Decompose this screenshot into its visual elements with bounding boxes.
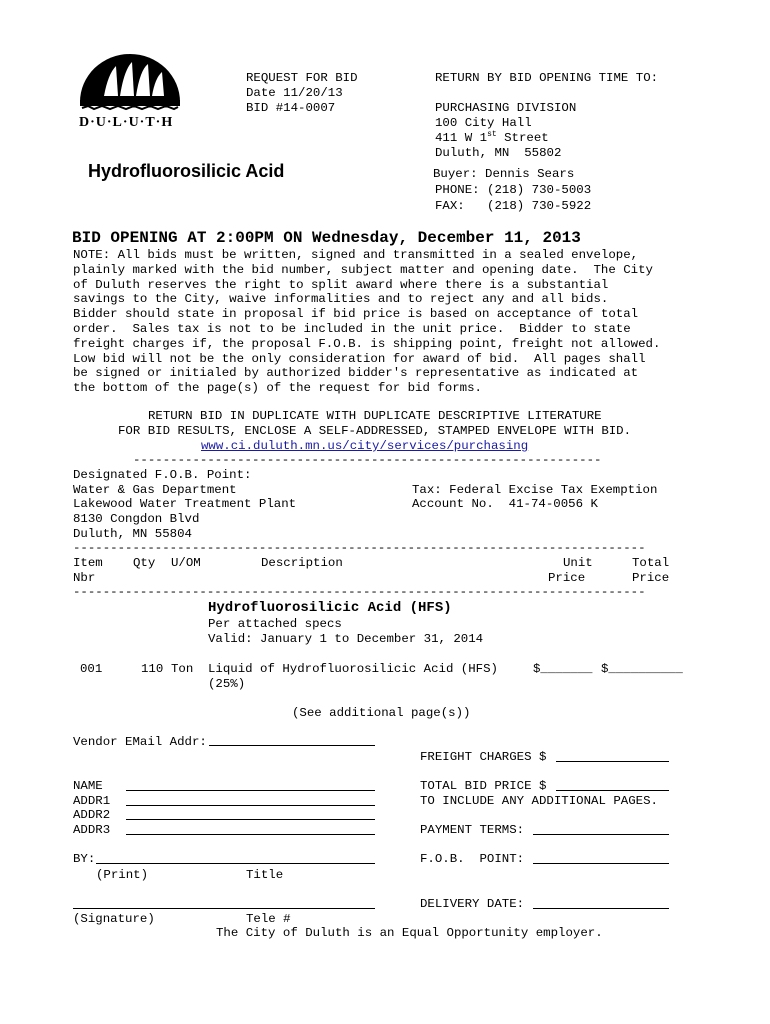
request-for-bid-label: REQUEST FOR BID [246, 71, 358, 85]
address-line-3: Duluth, MN 55802 [435, 146, 562, 160]
by-label: BY: [73, 852, 96, 866]
column-uom: U/OM [171, 556, 201, 570]
return-by-label: RETURN BY BID OPENING TIME TO: [435, 71, 659, 85]
note-line: of Duluth reserves the right to split award where there is a substantial [73, 277, 609, 292]
freight-charges-field[interactable] [556, 761, 669, 762]
address-line-1: 100 City Hall [435, 116, 532, 130]
addr2-field[interactable] [126, 819, 375, 820]
vendor-email-label: Vendor EMail Addr: [73, 735, 207, 749]
tax-account-number: Account No. 41-74-0056 K [412, 497, 598, 511]
separator-long: ----------------------------------------------------------------------------- [73, 541, 646, 555]
website-link-text[interactable]: www.ci.duluth.mn.us/city/services/purchasing [201, 439, 529, 453]
addr2-label: ADDR2 [73, 808, 111, 822]
separator-long: ----------------------------------------------------------------------------- [73, 585, 646, 599]
column-total: Total [632, 556, 670, 570]
purchasing-website-link[interactable] [201, 439, 528, 454]
equal-opportunity-footer: The City of Duluth is an Equal Opportunity employer. [216, 926, 603, 940]
buyer: Buyer: Dennis Sears [433, 167, 575, 181]
line-item-description: Liquid of Hydrofluorosilicic Acid (HFS) [208, 662, 498, 676]
product-heading: Hydrofluorosilicic Acid (HFS) [208, 600, 452, 616]
fob-label: Designated F.O.B. Point: [73, 468, 252, 482]
note-line: the bottom of the page(s) of the request for bid forms. [73, 381, 482, 396]
duluth-logo [78, 52, 182, 136]
note-line: Bidder should state in proposal if bid price is based on acceptance of total [73, 307, 639, 322]
title-caption: Title [246, 868, 284, 882]
column-description: Description [261, 556, 343, 570]
note-line: plainly marked with the bid number, subject matter and opening date. The City [73, 262, 653, 277]
return-instructions-2: FOR BID RESULTS, ENCLOSE A SELF-ADDRESSED, STAMPED ENVELOPE WITH BID. [118, 424, 632, 438]
address-street-number: 411 W 1 [435, 131, 488, 145]
addr3-field[interactable] [126, 834, 375, 835]
purchasing-division: PURCHASING DIVISION [435, 101, 577, 115]
include-pages-note: TO INCLUDE ANY ADDITIONAL PAGES. [420, 794, 658, 808]
fax: FAX: (218) 730-5922 [435, 199, 592, 213]
payment-terms-field[interactable] [533, 834, 669, 835]
note-line: freight charges if, the proposal F.O.B. is shipping point, freight not allowed. [73, 336, 661, 351]
column-nbr: Nbr [73, 571, 96, 585]
phone: PHONE: (218) 730-5003 [435, 183, 592, 197]
fob-line-3: 8130 Congdon Blvd [73, 512, 200, 526]
return-instructions-1: RETURN BID IN DUPLICATE WITH DUPLICATE DESCRIPTIVE LITERATURE [148, 409, 602, 423]
line-item-description-2: (25%) [208, 677, 246, 691]
total-bid-price-field[interactable] [556, 790, 669, 791]
document-title: Hydrofluorosilicic Acid [88, 161, 285, 181]
column-unit-price: Price [548, 571, 586, 585]
payment-terms-label: PAYMENT TERMS: [420, 823, 525, 837]
separator-short: --------------------------------------------------------------- [133, 453, 602, 467]
see-additional-pages: (See additional page(s)) [292, 706, 471, 720]
product-valid: Valid: January 1 to December 31, 2014 [208, 632, 484, 646]
column-total-price: Price [632, 571, 670, 585]
by-field[interactable] [96, 863, 375, 864]
vendor-email-field[interactable] [209, 745, 375, 746]
freight-charges-label: FREIGHT CHARGES $ [420, 750, 547, 764]
logo-wordmark: D·U·L·U·T·H [79, 115, 174, 130]
name-field[interactable] [126, 790, 375, 791]
duluth-logo-icon [78, 52, 182, 114]
addr1-field[interactable] [126, 805, 375, 806]
addr3-label: ADDR3 [73, 823, 111, 837]
signature-caption: (Signature) [73, 912, 155, 926]
delivery-date-field[interactable] [533, 908, 669, 909]
delivery-date-label: DELIVERY DATE: [420, 897, 525, 911]
address-street: Street [496, 131, 549, 145]
total-price-field[interactable]: $__________ [601, 662, 683, 676]
fob-line-1: Water & Gas Department [73, 483, 237, 497]
fob-line-4: Duluth, MN 55804 [73, 527, 192, 541]
fob-point-field[interactable] [533, 863, 669, 864]
column-unit: Unit [563, 556, 593, 570]
line-item-qty: 110 [141, 662, 164, 676]
bid-opening-heading: BID OPENING AT 2:00PM ON Wednesday, December 11, 2013 [72, 229, 581, 247]
note-line: NOTE: All bids must be written, signed and transmitted in a sealed envelope, [73, 248, 639, 262]
fob-point-label: F.O.B. POINT: [420, 852, 525, 866]
unit-price-field[interactable]: $_______ [533, 662, 593, 676]
column-qty: Qty [133, 556, 156, 570]
note-line: order. Sales tax is not to be included in the unit price. Bidder to state [73, 322, 631, 336]
bid-number: BID #14-0007 [246, 101, 336, 115]
line-item-uom: Ton [171, 662, 194, 676]
line-item-number: 001 [80, 662, 103, 676]
signature-field[interactable] [73, 908, 375, 909]
print-caption: (Print) [96, 868, 149, 882]
tax-exemption: Tax: Federal Excise Tax Exemption [412, 483, 658, 497]
column-item: Item [73, 556, 103, 570]
address-line-2 [435, 131, 549, 146]
fob-line-2: Lakewood Water Treatment Plant [73, 497, 297, 511]
product-specs: Per attached specs [208, 617, 342, 631]
note-line: savings to the City, waive informalities and to reject any and all bids. [73, 292, 609, 307]
name-label: NAME [73, 779, 103, 793]
total-bid-price-label: TOTAL BID PRICE $ [420, 779, 547, 793]
address-superscript: st [487, 129, 497, 139]
tele-caption: Tele # [246, 912, 291, 926]
note-line: Low bid will not be the only consideration for award of bid. All pages shall [73, 351, 646, 366]
bid-date: Date 11/20/13 [246, 86, 343, 100]
addr1-label: ADDR1 [73, 794, 111, 808]
note-line: be signed or initialed by authorized bidder's representative as indicated at [73, 366, 639, 381]
